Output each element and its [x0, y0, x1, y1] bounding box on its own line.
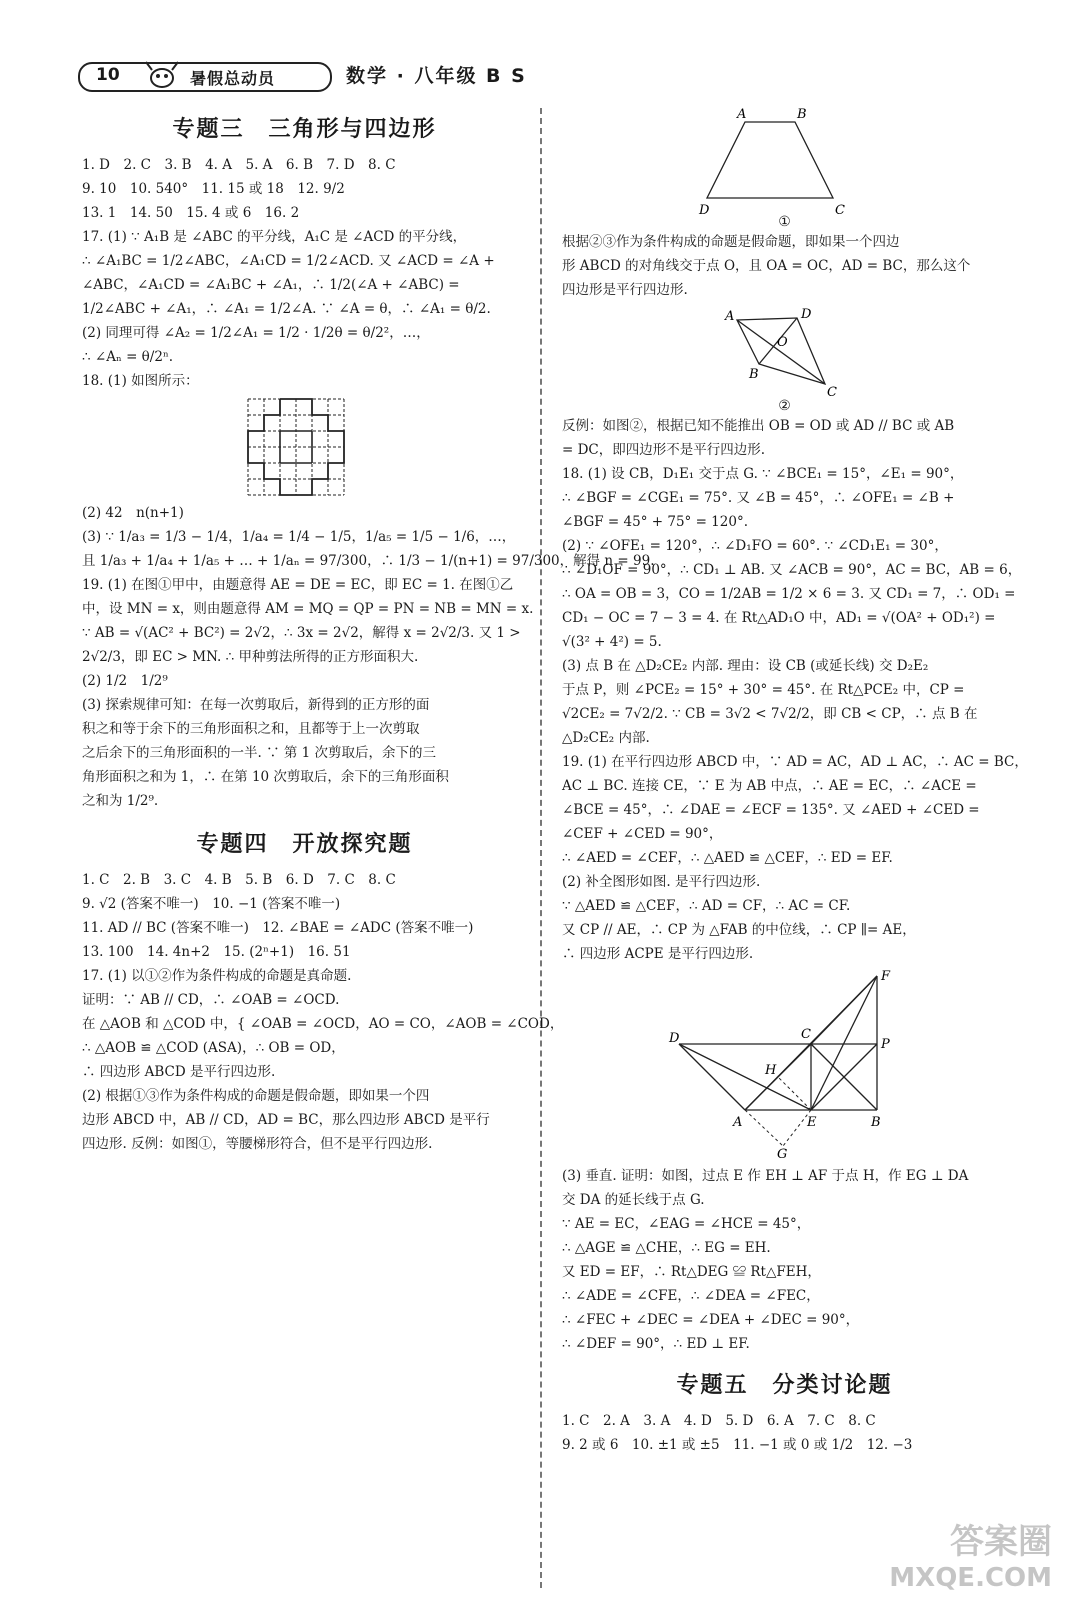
fig1-label-d: D — [698, 203, 709, 218]
brand-title: 暑假总动员 — [190, 69, 276, 88]
text-line: ∴ ∠ADE = ∠CFE，∴ ∠DEA = ∠FEC， — [562, 1288, 820, 1304]
text-line: 之后余下的三角形面积的一半. ∵ 第 1 次剪取后，余下的三 — [82, 745, 437, 761]
text-line: 19. (1) 在图①甲中，由题意得 AE = DE = EC，即 EC = 1. 在图①乙 — [82, 577, 514, 593]
text-line: 根据②③作为条件构成的命题是假命题，即如果一个四边 — [562, 234, 900, 250]
text-line: ∴ ∠BGF = ∠CGE₁ = 75°. 又 ∠B = 45°，∴ ∠OFE₁ = ∠B + — [562, 490, 955, 506]
text-line: √2CE₂ = 7√2/2. ∵ CB = 3√2 < 7√2/2，即 CB < CP，∴ 点 B 在 — [562, 706, 978, 722]
text-line: (2) 1/2 1/2⁹ — [82, 673, 168, 689]
text-line: 四边形是平行四边形. — [562, 282, 688, 298]
fig2-label-a: A — [724, 309, 734, 324]
text-line: AC ⊥ BC. 连接 CE，∵ E 为 AB 中点，∴ AE = EC，∴ ∠ACE = — [562, 778, 977, 794]
text-line: 1. C 2. A 3. A 4. D 5. D 6. A 7. C 8. C — [562, 1413, 876, 1429]
page-header — [78, 56, 1018, 96]
text-line: 17. (1) 以①②作为条件构成的命题是真命题. — [82, 968, 352, 984]
text-line: 边形 ABCD 中，AB // CD，AD = BC，那么四边形 ABCD 是平行 — [82, 1112, 490, 1128]
fig3-label-d: D — [668, 1031, 679, 1046]
fig2-label-o: O — [776, 335, 788, 350]
text-line: 又 CP // AE，∴ CP 为 △FAB 的中位线，∴ CP ∥= AE， — [562, 922, 916, 938]
text-line: (2) ∵ ∠OFE₁ = 120°，∴ ∠D₁FO = 60°. ∵ ∠CD₁E₁ = 30°， — [562, 538, 948, 554]
section-4-answers — [82, 868, 564, 1156]
text-line: 之和为 1/2⁹. — [82, 793, 159, 809]
text-line: ∠BCE = 45°，∴ ∠DAE = ∠ECF = 135°. 又 ∠AED + ∠CED = — [562, 802, 980, 818]
text-line: 9. 10 10. 540° 11. 15 或 18 12. 9/2 — [82, 181, 345, 197]
text-line: (3) 探索规律可知：在每一次剪取后，新得到的正方形的面 — [82, 697, 430, 713]
text-line: ∴ OA = OB = 3，CO = 1/2AB = 1/2 × 6 = 3. 又 CD₁ = 7，∴ OD₁ = — [562, 586, 1016, 602]
fig1-label-c: C — [834, 203, 845, 218]
text-line: 又 ED = EF，∴ Rt△DEG ≌ Rt△FEH， — [562, 1264, 821, 1280]
text-line: ∴ 四边形 ACPE 是平行四边形. — [562, 946, 754, 962]
text-line: ∴ 四边形 ABCD 是平行四边形. — [82, 1064, 276, 1080]
text-line: ∠BGF = 45° + 75° = 120°. — [562, 514, 748, 530]
figure-grid-pattern — [240, 397, 370, 497]
text-line: ∵ △AED ≌ △CEF，∴ AD = CF，∴ AC = CF. — [562, 898, 851, 914]
mascot-logo-icon — [142, 58, 182, 94]
text-line: 2√2/3，即 EC > MN. ∴ 甲种剪法所得的正方形面积大. — [82, 649, 419, 665]
text-line: (3) 垂直. 证明：如图，过点 E 作 EH ⊥ AF 于点 H，作 EG ⊥ DA — [562, 1168, 969, 1184]
text-line: ∵ AE = EC，∠EAG = ∠HCE = 45°， — [562, 1216, 811, 1232]
fig3-label-e: E — [806, 1115, 816, 1130]
text-line: 18. (1) 设 CB，D₁E₁ 交于点 G. ∵ ∠BCE₁ = 15°，∠E₁ = 90°， — [562, 466, 964, 482]
header-pill — [78, 62, 332, 92]
text-line: (3) 点 B 在 △D₂CE₂ 内部. 理由：设 CB (或延长线) 交 D₂E₂ — [562, 658, 929, 674]
figure-1-trapezoid — [685, 100, 885, 220]
section-5-answers — [562, 1409, 1007, 1457]
text-line: 四边形. 反例：如图①，等腰梯形符合，但不是平行四边形. — [82, 1136, 433, 1152]
subject-title: 数学 · 八年级 B S — [346, 65, 527, 87]
text-line: = DC，即四边形不是平行四边形. — [562, 442, 766, 458]
text-line: 13. 100 14. 4n+2 15. (2ⁿ+1) 16. 51 — [82, 944, 351, 960]
text-line: ∴ ∠FEC + ∠DEC = ∠DEA + ∠DEC = 90°， — [562, 1312, 860, 1328]
text-line: 中，设 MN = x，则由题意得 AM = MQ = QP = PN = NB = MN = x. — [82, 601, 534, 617]
text-line: 交 DA 的延长线于点 G. — [562, 1192, 705, 1208]
fig3-label-a: A — [732, 1115, 742, 1130]
text-line: 13. 1 14. 50 15. 4 或 6 16. 2 — [82, 205, 300, 221]
text-line: ∴ ∠A₁BC = 1/2∠ABC，∠A₁CD = 1/2∠ACD. 又 ∠ACD = ∠A + — [82, 253, 495, 269]
figure-2-quadrilateral — [715, 306, 855, 398]
text-line: 1. C 2. B 3. C 4. B 5. B 6. D 7. C 8. C — [82, 872, 396, 888]
fig2-label-c: C — [826, 385, 837, 400]
fig3-label-f: F — [880, 969, 890, 984]
text-line: 反例：如图②，根据已知不能推出 OB = OD 或 AD // BC 或 AB — [562, 418, 955, 434]
text-line: ∴ ∠DEF = 90°，∴ ED ⊥ EF. — [562, 1336, 750, 1352]
figure-1-caption: ① — [778, 214, 791, 230]
text-line: CD₁ − OC = 7 − 3 = 4. 在 Rt△AD₁O 中，AD₁ = √(OA² + OD₁²) = — [562, 610, 996, 626]
text-line: ∴ △AOB ≌ △COD (ASA)，∴ OB = OD， — [82, 1040, 345, 1056]
text-line: 18. (1) 如图所示： — [82, 373, 199, 389]
text-line: ∠ABC，∠A₁CD = ∠A₁BC + ∠A₁，∴ 1/2(∠A + ∠ABC) = — [82, 277, 460, 293]
fig2-label-d: D — [800, 307, 811, 322]
fig2-label-b: B — [748, 367, 759, 382]
text-line: 形 ABCD 的对角线交于点 O，且 OA = OC，AD = BC，那么这个 — [562, 258, 971, 274]
text-line: (2) 根据①③作为条件构成的命题是假命题，即如果一个四 — [82, 1088, 430, 1104]
fig3-label-p: P — [880, 1037, 890, 1052]
text-line: 证明：∵ AB // CD，∴ ∠OAB = ∠OCD. — [82, 992, 340, 1008]
text-line: 9. 2 或 6 10. ±1 或 ±5 11. −1 或 0 或 1/2 12. −3 — [562, 1437, 913, 1453]
fig1-label-a: A — [736, 107, 746, 122]
text-line: 9. √2 (答案不唯一) 10. −1 (答案不唯一) — [82, 896, 341, 912]
text-line: (3) ∵ 1/a₃ = 1/3 − 1/4，1/a₄ = 1/4 − 1/5，1/a₅ = 1/5 − 1/6，…， — [82, 529, 516, 545]
text-line: (2) 同理可得 ∠A₂ = 1/2∠A₁ = 1/2 · 1/2θ = θ/2²，…， — [82, 325, 430, 341]
fig3-label-c: C — [800, 1027, 811, 1042]
fig1-label-b: B — [796, 107, 807, 122]
text-line: 且 1/a₃ + 1/a₄ + 1/a₅ + … + 1/aₙ = 97/300，∴ 1/3 − 1/(n+1) = 97/300，解得 n = 99. — [82, 553, 655, 569]
text-line: 在 △AOB 和 △COD 中，{ ∠OAB = ∠OCD，AO = CO，∠AOB = ∠COD， — [82, 1016, 564, 1032]
column-divider — [540, 108, 542, 1588]
text-line: ∴ △AGE ≌ △CHE，∴ EG = EH. — [562, 1240, 771, 1256]
text-line: ∵ AB = √(AC² + BC²) = 2√2，∴ 3x = 2√2，解得 x = 2√2/3. 又 1 > — [82, 625, 521, 641]
trapezoid-svg — [685, 100, 885, 220]
text-line: ∴ ∠D₁OF = 90°，∴ CD₁ ⊥ AB. 又 ∠ACB = 90°，AC = BC，AB = 6， — [562, 562, 1022, 578]
section-3-title: 专题三 三角形与四边形 — [172, 117, 437, 142]
construction-svg — [665, 970, 905, 1160]
text-line: 于点 P，则 ∠PCE₂ = 15° + 30° = 45°. 在 Rt△PCE₂ 中，CP = — [562, 682, 965, 698]
section-4-title: 专题四 开放探究题 — [196, 832, 413, 857]
text-line: 积之和等于余下的三角形面积之和，且都等于上一次剪取 — [82, 721, 420, 737]
text-line: 19. (1) 在平行四边形 ABCD 中，∵ AD = AC，AD ⊥ AC，∴ AC = BC， — [562, 754, 1028, 770]
watermark-logo — [802, 1514, 1052, 1594]
figure-3-construction — [665, 970, 905, 1160]
section-3-answers — [82, 153, 527, 393]
watermark-top: 答案圈 — [950, 1522, 1052, 1562]
page-number: 10 — [96, 65, 120, 85]
grid-pattern-svg — [240, 397, 370, 497]
text-line: ∠CEF + ∠CED = 90°， — [562, 826, 723, 842]
right-text-c — [562, 1164, 1007, 1356]
section-5-title: 专题五 分类讨论题 — [676, 1373, 893, 1398]
text-line: 17. (1) ∵ A₁B 是 ∠ABC 的平分线，A₁C 是 ∠ACD 的平分线， — [82, 229, 467, 245]
quadrilateral-svg — [715, 306, 855, 398]
text-line: (2) 42 n(n+1) — [82, 505, 184, 521]
fig3-label-h: H — [764, 1063, 776, 1078]
figure-2-caption: ② — [778, 398, 791, 414]
text-line: △D₂CE₂ 内部. — [562, 730, 650, 746]
right-text-a — [562, 230, 1007, 302]
watermark-bottom: MXQE.COM — [889, 1563, 1052, 1593]
text-line: 11. AD // BC (答案不唯一) 12. ∠BAE = ∠ADC (答案不唯一) — [82, 920, 474, 936]
text-line: 角形面积之和为 1，∴ 在第 10 次剪取后，余下的三角形面积 — [82, 769, 449, 785]
text-line: √(3² + 4²) = 5. — [562, 634, 662, 650]
fig3-label-g: G — [776, 1147, 787, 1162]
text-line: 1/2∠ABC + ∠A₁，∴ ∠A₁ = 1/2∠A. ∵ ∠A = θ，∴ ∠A₁ = θ/2. — [82, 301, 491, 317]
right-column — [562, 96, 1028, 1457]
text-line: 1. D 2. C 3. B 4. A 5. A 6. B 7. D 8. C — [82, 157, 396, 173]
right-text-b — [562, 414, 1028, 966]
fig3-label-b: B — [870, 1115, 881, 1130]
text-line: ∴ ∠Aₙ = θ/2ⁿ. — [82, 349, 174, 365]
text-line: ∴ ∠AED = ∠CEF，∴ △AED ≌ △CEF，∴ ED = EF. — [562, 850, 893, 866]
text-line: (2) 补全图形如图. 是平行四边形. — [562, 874, 761, 890]
